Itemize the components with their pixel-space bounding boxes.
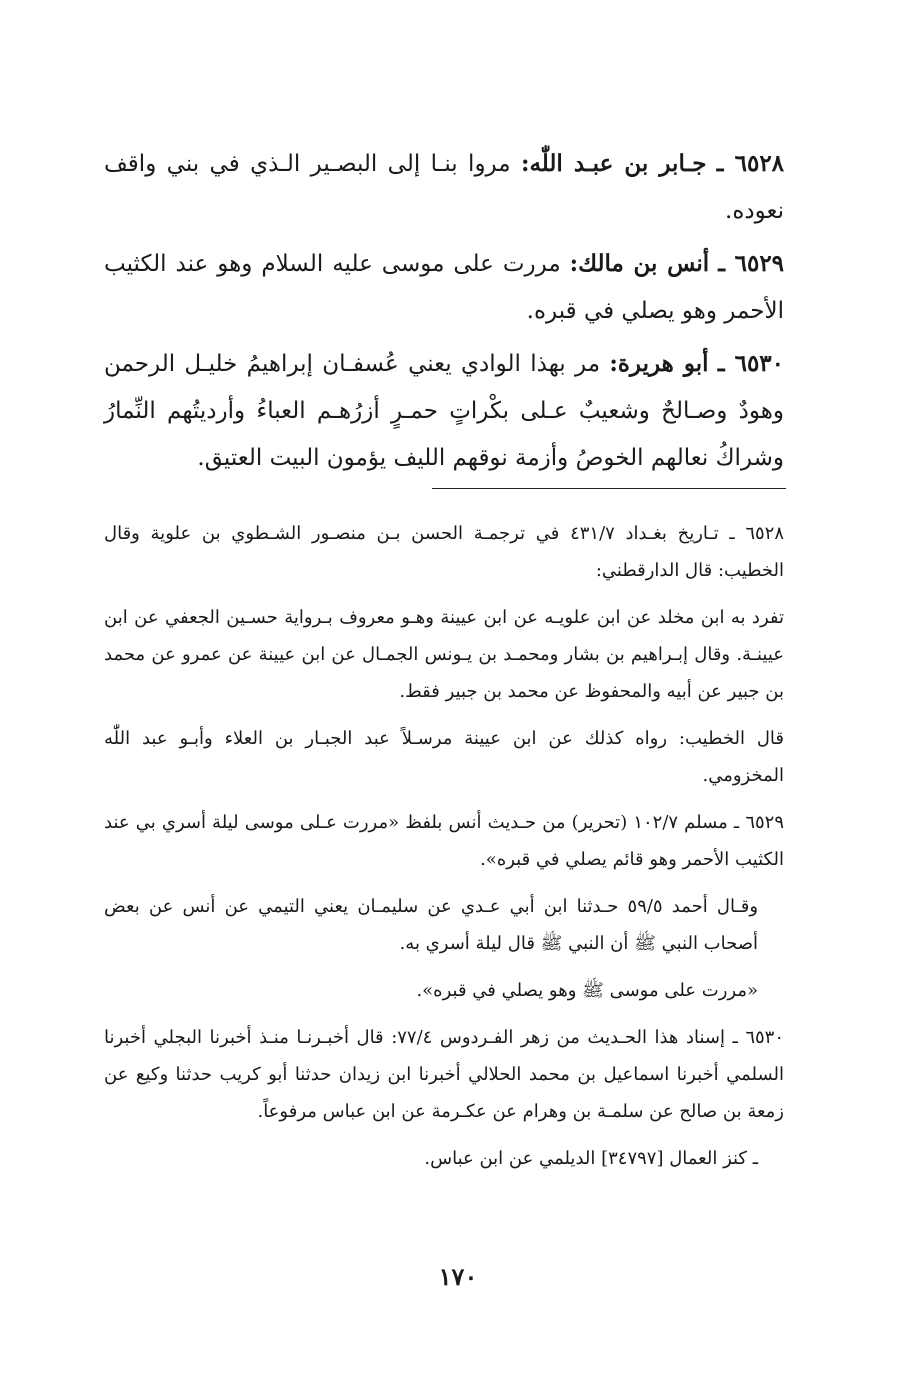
hadith-narrator: أنس بن مالك: [569,250,710,277]
hadith-6530 [104,340,784,482]
footnote-6529: ٦٥٢٩ ـ مسلم ١٠٢/٧ (تحرير) من حـديث أنس بلفظ «مررت عـلى موسى ليلة أسري بي عند الكثيب الأحمر وهو قائم يصلي في قبره». [104,812,784,870]
hadith-6529 [104,240,784,335]
footnote-paragraph: «مررت على موسى ﷺ وهو يصلي في قبره». [416,980,758,1001]
page-number: ١٧٠ [438,1262,478,1291]
hadith-6528 [104,140,784,235]
footnote-paragraph: قال الخطيب: رواه كذلك عن ابن عيينة مرسـلاً عبد الجبـار بن العلاء وأبـو عبد اللّٰه المخزومي. [104,728,784,786]
hadith-text: مروا بنـا إلى البصـير الـذي في بني واقف نعوده. [104,151,784,224]
hadith-text: مررت على موسى عليه السلام وهو عند الكثيب الأحمر وهو يصلي في قبره. [104,251,784,324]
footnotes [104,515,784,1187]
footnote-6530: ٦٥٣٠ ـ إسناد هذا الحـديث من زهر الفـردوس ٧٧/٤: قال أخبـرنـا منـذ أخبرنا البجلي أخبرنا السلمي أخبرنا اسماعيل بن محمد الحلالي أخبرنا ابن زيدان حدثنا أبو كريب حدثنا وكيع عن زمعة بن صالح عن سلمـة بن وهرام عن عكـرمة عن ابن عباس مرفوعاً. [104,1027,785,1122]
footnote-paragraph: تفرد به ابن مخلد عن ابن علويـه عن ابن عيينة وهـو معروف بـرواية حسـين الجعفي عن ابن عيينـة. وقال إبـراهيم بن بشار ومحمـد بن يـونس الجمـال عن ابن عيينة عن عمرو عن محمد بن جبير عن أبيه والمحفوظ عن محمد بن جبير فقط. [104,607,784,702]
hadith-narrator: أبو هريرة: [609,350,709,377]
footnote-6528: ٦٥٢٨ ـ تـاريخ بغـداد ٤٣١/٧ في ترجمـة الحسن بـن منصـور الشـطوي بن علوية وقال الخطيب: قال الدارقطني: [104,523,784,581]
footnote-paragraph: ـ كنز العمال [٣٤٧٩٧] الديلمي عن ابن عباس. [424,1148,758,1169]
hadith-number: ٦٥٢٩ ـ [718,250,785,277]
hadith-text: مر بهذا الوادي يعني عُسفـان إبراهيمُ خليـل الرحمن وهودٌ وصـالحٌ وشعيبٌ عـلى بكْراتٍ حمـرٍ أزرُهـم العباءُ وأرديتُهم النِّمارُ وشراكُ نعالهم الخوصُ وأزمة نوقهم الليف يؤمون البيت العتيق. [104,351,784,471]
hadith-number: ٦٥٣٠ ـ [717,350,785,377]
hadith-number: ٦٥٢٨ ـ [716,150,785,177]
footnote-paragraph: وقـال أحمد ٥٩/٥ حـدثنا ابن أبي عـدي عن سليمـان يعني التيمي عن أنس عن بعض أصحاب النبي ﷺ أن النبي ﷺ قال ليلة أسري به. [104,896,759,954]
footnote-separator [432,488,786,489]
hadith-narrator: جـابر بن عبـد اللّٰه: [520,150,707,177]
